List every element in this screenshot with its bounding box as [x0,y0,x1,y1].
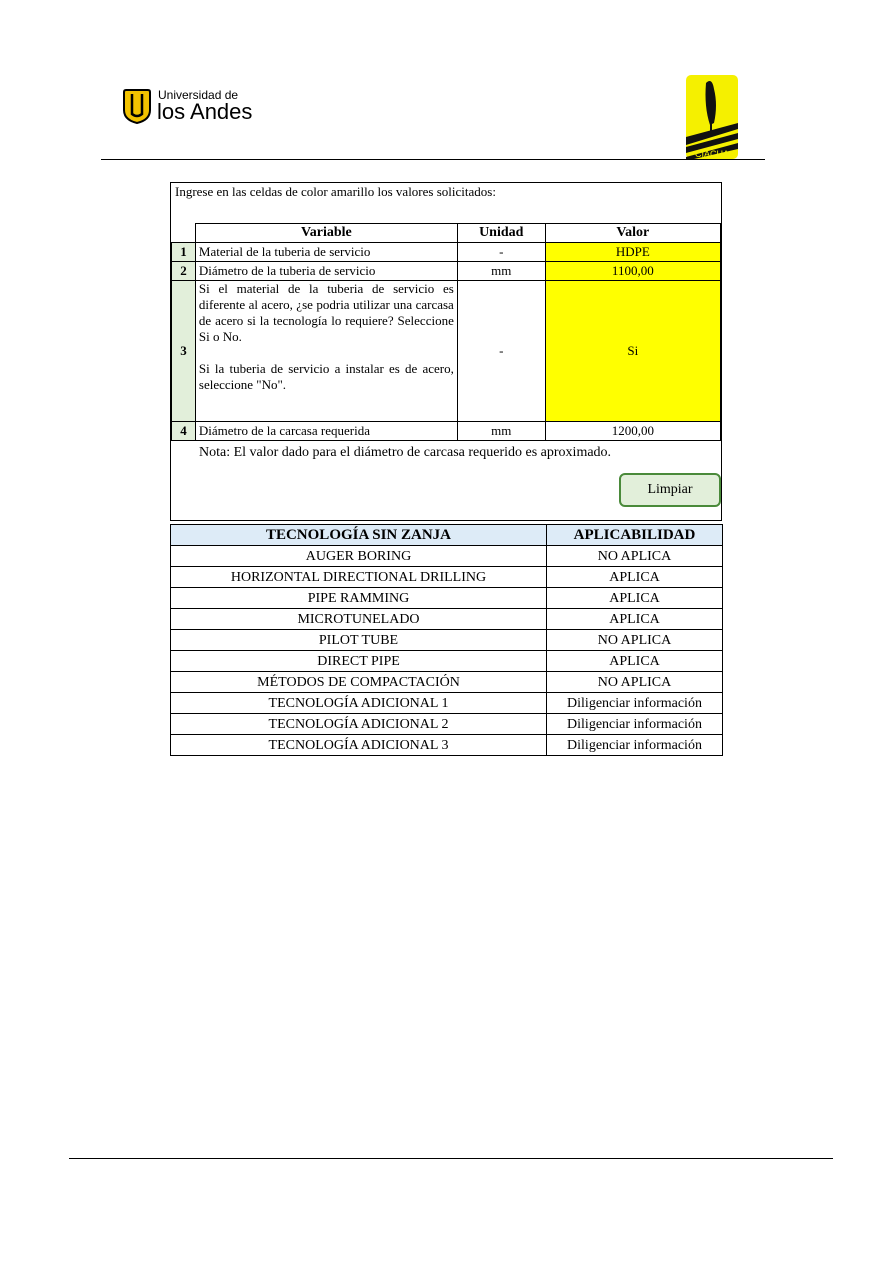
applicability-value: NO APLICA [547,672,723,693]
cypress-tree-icon [686,75,738,159]
shield-icon [122,88,152,124]
technology-name: DIRECT PIPE [171,651,547,672]
applicability-value: APLICA [547,567,723,588]
variable-label-part-b: Si la tuberia de servicio a instalar es de acero, seleccione "No". [198,361,454,392]
applicability-value: Diligenciar información [547,693,723,714]
universidad-de-los-andes-logo [122,86,282,126]
logo-text-line1: Universidad de [158,88,239,102]
technologies-header-row [171,525,723,546]
table-row [171,567,723,588]
applicability-value: NO APLICA [547,630,723,651]
unit-cell: mm [457,262,545,281]
ciacua-logo [686,75,738,159]
column-header-value: Valor [545,224,720,243]
technology-name: TECNOLOGÍA ADICIONAL 2 [171,714,547,735]
applicability-value: Diligenciar información [547,735,723,756]
instruction-text: Ingrese en las celdas de color amarillo los valores solicitados: [175,184,496,199]
applicability-value: APLICA [547,609,723,630]
table-row [171,735,723,756]
table-row [171,609,723,630]
unit-cell: - [457,281,545,422]
diameter-value-input[interactable]: 1100,00 [545,262,720,281]
variable-label-part-a: Si el material de la tuberia de servicio es diferente al acero, ¿se podria utilizar una carcasa de acero si la tecnología lo requiere? Seleccione Si o No. [198,281,454,344]
applicability-value: NO APLICA [547,546,723,567]
table-row [171,693,723,714]
variable-label: Diámetro de la carcasa requerida [195,422,457,441]
technology-name: HORIZONTAL DIRECTIONAL DRILLING [171,567,547,588]
table-row [171,630,723,651]
steel-casing-select[interactable]: Si [545,281,720,422]
table-row [171,672,723,693]
variable-row [172,262,721,281]
casing-diameter-value: 1200,00 [545,422,720,441]
table-row [171,546,723,567]
technology-name: TECNOLOGÍA ADICIONAL 3 [171,735,547,756]
header-rule [101,159,765,160]
note-text: Nota: El valor dado para el diámetro de carcasa requerido es aproximado. [199,445,612,460]
table-row [171,651,723,672]
variable-label: Material de la tuberia de servicio [195,243,457,262]
clear-button[interactable]: Limpiar [619,473,721,507]
logo-text-line2: los Andes [157,99,253,124]
variables-header-row [172,224,721,243]
applicability-value: Diligenciar información [547,714,723,735]
applicability-value: APLICA [547,588,723,609]
variables-table [171,223,721,441]
table-row [171,714,723,735]
unit-cell: - [457,243,545,262]
row-number: 3 [172,281,196,422]
unit-cell: mm [457,422,545,441]
variable-row [172,243,721,262]
technology-name: MICROTUNELADO [171,609,547,630]
footer-rule [69,1158,833,1159]
technology-name: AUGER BORING [171,546,547,567]
technology-name: PILOT TUBE [171,630,547,651]
variable-label: Diámetro de la tuberia de servicio [195,262,457,281]
applicability-value: APLICA [547,651,723,672]
table-row [171,588,723,609]
technology-name: MÉTODOS DE COMPACTACIÓN [171,672,547,693]
material-value-input[interactable]: HDPE [545,243,720,262]
ciacua-logo-text: CIACUA [694,149,729,159]
technology-name: PIPE RAMMING [171,588,547,609]
row-number: 2 [172,262,196,281]
input-panel [170,182,722,521]
technologies-table [170,524,723,756]
column-header-technology: TECNOLOGÍA SIN ZANJA [171,525,547,546]
column-header-unit: Unidad [457,224,545,243]
variable-row [172,422,721,441]
column-header-variable: Variable [195,224,457,243]
variable-row [172,281,721,422]
row-number: 1 [172,243,196,262]
technology-name: TECNOLOGÍA ADICIONAL 1 [171,693,547,714]
column-header-applicability: APLICABILIDAD [547,525,723,546]
row-number: 4 [172,422,196,441]
variable-label [195,281,457,422]
